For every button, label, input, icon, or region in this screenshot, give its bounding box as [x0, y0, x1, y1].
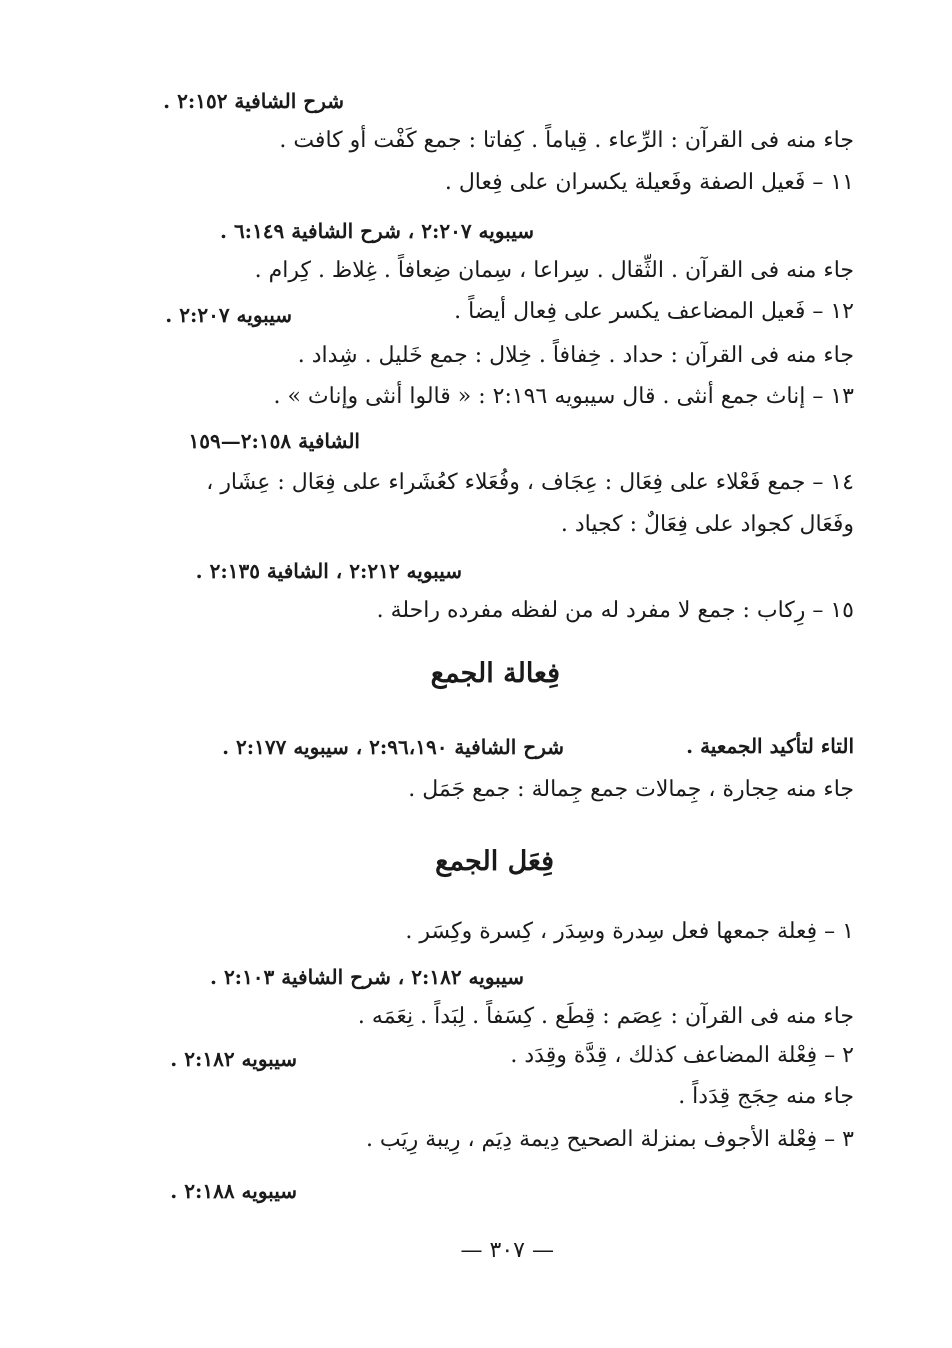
text-line: جاء منه حِجارة ، جِمالات جمع جِمالة : جمع جَمَل . — [408, 777, 854, 802]
text-line: ١ – فِعلة جمعها فعل سِدرة وسِدَر ، كِسرة وكِسَر . — [405, 919, 854, 944]
citation-line: سيبويه ٢:١٨٢ . — [170, 1047, 297, 1071]
section-heading: فِعَل الجمع — [435, 846, 554, 877]
text-line: ١٢ – فَعيل المضاعف يكسر على فِعال أيضاً . — [454, 299, 854, 324]
text-line: وفَعَال كجواد على فِعَالٌ : كجياد . — [560, 512, 854, 537]
text-line: جاء منه فى القرآن : حداد . خِفافاً . خِلال : جمع خَليل . شِداد . — [297, 343, 854, 368]
text-line: ٣ – فِعْلة الأجوف بمنزلة الصحيح دِيمة دِيَم ، رِيبة رِيَب . — [365, 1127, 854, 1152]
text-line: ٢ – فِعْلة المضاعف كذلك ، قِدَّة وقِدَد . — [510, 1043, 854, 1068]
text-line: جاء منه فى القرآن : الرِّعاء . قِياماً . كِفاتا : جمع كَفْت أو كافت . — [279, 128, 854, 153]
text-line: ١١ – فَعيل الصفة وفَعيلة يكسران على فِعال . — [444, 170, 854, 195]
citation-line: سيبويه ٢:٢٠٧ ، شرح الشافية ٦:١٤٩ . — [220, 219, 534, 243]
citation-line: سيبويه ٢:٢١٢ ، الشافية ٢:١٣٥ . — [195, 559, 462, 583]
citation-line: شرح الشافية ٢:١٥٢ . — [163, 89, 344, 113]
text-line: ١٤ – جمع فَعْلاء على فِعَال : عِجَاف ، وفُعَلاء كعُشَراء على فِعَال : عِشَار ، — [206, 470, 854, 495]
text-line: ١٥ – رِكاب : جمع لا مفرد له من لفظه مفرده راحلة . — [376, 598, 854, 623]
citation-line: الشافية ٢:١٥٨—١٥٩ — [188, 429, 360, 453]
citation-line: شرح الشافية ٢:٩٦،١٩٠ ، سيبويه ٢:١٧٧ . — [222, 735, 564, 759]
text-line: جاء منه فى القرآن : عِصَم : قِطَع . كِسَفاً . لِبَداً . نِعَمَه . — [357, 1004, 854, 1029]
citation-line: سيبويه ٢:١٨٨ . — [170, 1179, 297, 1203]
text-line: جاء منه حِجَج قِدَداً . — [678, 1084, 854, 1109]
section-heading: فِعالة الجمع — [430, 658, 560, 689]
text-line: جاء منه فى القرآن . الثِّقال . سِراعا ، سِمان ضِعافاً . غِلاظ . كِرام . — [254, 258, 854, 283]
citation-line: سيبويه ٢:١٨٢ ، شرح الشافية ٢:١٠٣ . — [210, 965, 524, 989]
text-line: التاء لتأكيد الجمعية . — [686, 734, 854, 758]
text-line: ١٣ – إناث جمع أنثى . قال سيبويه ٢:١٩٦ : « قالوا أنثى وإناث » . — [273, 384, 854, 409]
page-number: — ٣٠٧ — — [460, 1238, 554, 1263]
citation-line: سيبويه ٢:٢٠٧ . — [165, 303, 292, 327]
